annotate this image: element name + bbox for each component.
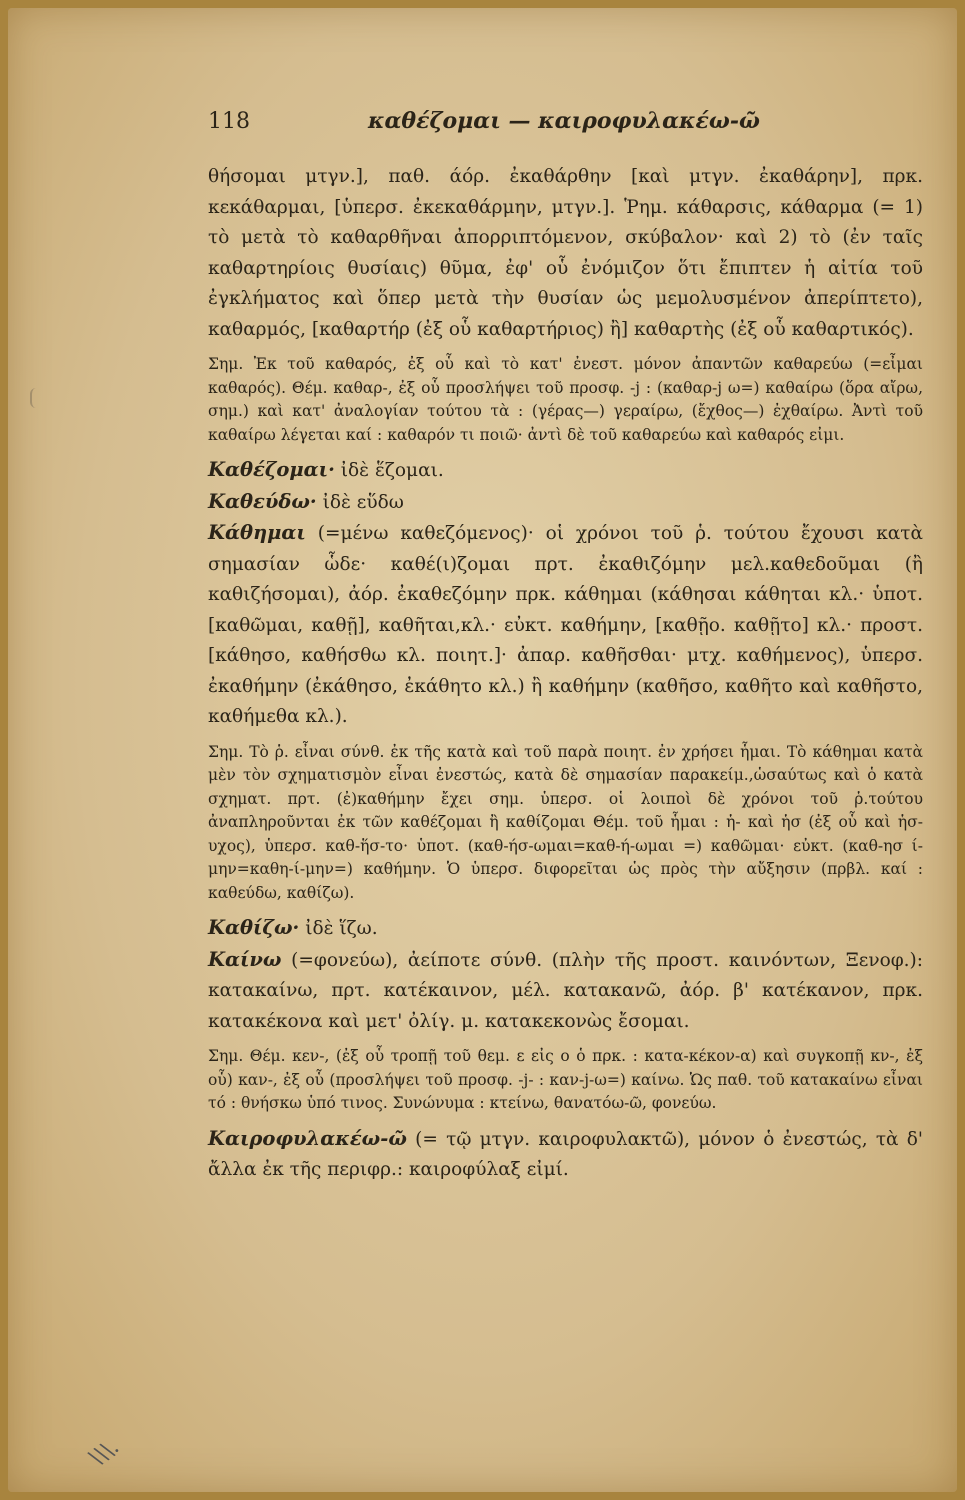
scanned-page <box>8 8 957 1492</box>
paragraph-continuation: θήσομαι μτγν.], παθ. άόρ. ἐκαθάρθην [καὶ μτγν. ἐκαθάρην], πρκ. κεκάθαρμαι, [ὑπερσ. ἐκεκαθάρμην, μτγν.]. Ῥημ. κάθαρσις, κάθαρμα (= 1) τὸ μετὰ τὸ καθαρθῆναι ἀπορριπτόμενον, σκύβαλον· καὶ 2) τὸ (ἐν ταῖς καθαρτηρίοις θυσίαις) θῦμα, ἐφ' οὗ ἐνόμιζον ὅτι ἔπιπτεν ἡ αἰτία τοῦ ἐγκλήματος καὶ ὅπερ μετὰ τὴν θυσίαν ὡς μεμολυσμένον ἀπερίπτετο), καθαρμός, [καθαρτήρ (ἐξ οὗ καθαρτήριος) ἢ] καθαρτὴς (ἐξ οὗ καθαρτικός). <box>208 166 923 340</box>
note-katharos: Σημ. Ἐκ τοῦ καθαρός, ἐξ οὗ καὶ τὸ κατ' ἐνεστ. μόνον ἀπαντῶν καθαρεύω (=εἶμαι καθαρός). Θέμ. καθαρ-, ἐξ οὗ προσλήψει τοῦ προσφ. -j : (καθαρ-j ω=) καθαίρω (ὅρα αἴρω, σημ.) καὶ κατ' ἀναλογίαν τούτου τὰ : (γέρας—) γεραίρω, (ἔχθος—) ἐχθαίρω. Ἀντὶ τοῦ καθαίρω λέγεται καί : καθαρόν τι ποιῶ· ἀντὶ δὲ τοῦ καθαρεύω καὶ καθαρός εἰμι. <box>208 355 923 444</box>
entry-text: ἰδὲ εὕδω <box>322 491 404 513</box>
entry-kathemai <box>208 518 923 733</box>
running-title: καθέζομαι — καιροφυλακέω-ῶ <box>368 108 760 134</box>
entry-kathezomai <box>208 455 923 487</box>
entry-kairophylakeo <box>208 1124 923 1186</box>
headword: Κάθημαι <box>208 521 306 544</box>
headword: Καθέζομαι· <box>208 458 335 481</box>
entry-text: ἰδὲ ἕζομαι. <box>340 460 444 481</box>
headword: Καίνω <box>208 947 282 971</box>
headword: Καθεύδω· <box>208 489 317 513</box>
note-kathemai: Σημ. Τὸ ῥ. εἶναι σύνθ. ἐκ τῆς κατὰ καὶ τοῦ παρὰ ποιητ. ἐν χρήσει ἧμαι. Τὸ κάθημαι κατὰ μὲν τὸν σχηματισμὸν εἶναι ἐνεστώς, κατὰ δὲ σημασίαν παρακείμ.,ὡσαύτως καὶ ὁ κατὰ σχηματ. πρτ. (ἐ)καθήμην ἔχει σημ. ὑπερσ. οἱ λοιποὶ δὲ χρόνοι τοῦ ῥ.τούτου ἀναπληροῦνται ἐκ τῶν καθέζομαι ἢ καθίζομαι Θέμ. τοῦ ἧμαι : ἡ- καὶ ἡσ (ἐξ οὗ καὶ ἡσ-υχος), ὑπερσ. καθ-ἥσ-το· ὑποτ. (καθ-ήσ-ωμαι=καθ-ή-ωμαι =) καθῶμαι· εὐκτ. (καθ-ησ ί-μην=καθη-ί-μην=) καθήμην. Ὁ ὑπερσ. διφορεῖται ὡς πρὸς τὴν αὔξησιν (πρβλ. καί : καθεύδω, καθίζω). <box>208 742 923 902</box>
entry-text: (=μένω καθεζόμενος)· οἱ χρόνοι τοῦ ῥ. τούτου ἔχουσι κατὰ σημασίαν ὧδε· καθέ(ι)ζομαι πρτ. ἐκαθιζόμην μελ.καθεδοῦμαι (ἢ καθιζήσομαι), ἀόρ. ἐκαθεζόμην πρκ. κάθημαι (κάθησαι κάθηται κλ.· ὑποτ. [καθῶμαι, καθῇ], καθῆται,κλ.· εὐκτ. καθήμην, [καθῇο. καθῇτο] κλ.· προστ. [κάθησο, καθήσθω κλ. ποιητ.]· ἀπαρ. καθῆσθαι· μτχ. καθήμενος), ὑπερσ. ἐκαθήμην (ἐκάθησο, ἐκάθητο κλ.) ἢ καθήμην (καθῆσο, καθῆτο καὶ καθῆστο, καθήμεθα κλ.). <box>208 523 923 727</box>
note-kaino: Σημ. Θέμ. κεν-, (ἐξ οὗ τροπῇ τοῦ θεμ. ε εἰς ο ὁ πρκ. : κατα-κέκον-α) καὶ συγκοπῇ κν-, ἐξ οὗ) καν-, ἐξ οὗ (προσλήψει τοῦ προσφ. -j- : καν-j-ω=) καίνω. Ὡς παθ. τοῦ κατακαίνω εἶναι τό : θνήσκω ὑπό τινος. Συνώνυμα : κτείνω, θανατόω-ῶ, φονεύω. <box>208 1047 923 1112</box>
entry-text: ἰδὲ ἵζω. <box>305 918 378 939</box>
headword: Καθίζω· <box>208 916 300 939</box>
entry-katheudo <box>208 487 923 519</box>
page-header <box>208 108 923 148</box>
entry-kathizo <box>208 913 923 945</box>
corner-pencil-mark: \\\. <box>85 1433 124 1472</box>
entry-text: (= τῷ μτγν. καιροφυλακτῶ), μόνον ὁ ἐνεστώς, τὰ δ' ἄλλα ἐκ τῆς περιφρ.: καιροφύλαξ εἰμί. <box>208 1128 923 1180</box>
entry-kaino <box>208 945 923 1038</box>
margin-stain <box>30 388 42 408</box>
text-block <box>208 108 923 1186</box>
entry-text: (=φονεύω), ἀείποτε σύνθ. (πλὴν τῆς προστ. καινόντων, Ξενοφ.): κατακαίνω, πρτ. κατέκαινον, μέλ. κατακανῶ, ἀόρ. β' κατέκανον, πρκ. κατακέκονα καὶ μετ' ὀλίγ. μ. κατακεκονὼς ἔσομαι. <box>208 949 923 1032</box>
headword: Καιροφυλακέω-ῶ <box>208 1126 407 1150</box>
page-number: 118 <box>208 109 250 134</box>
